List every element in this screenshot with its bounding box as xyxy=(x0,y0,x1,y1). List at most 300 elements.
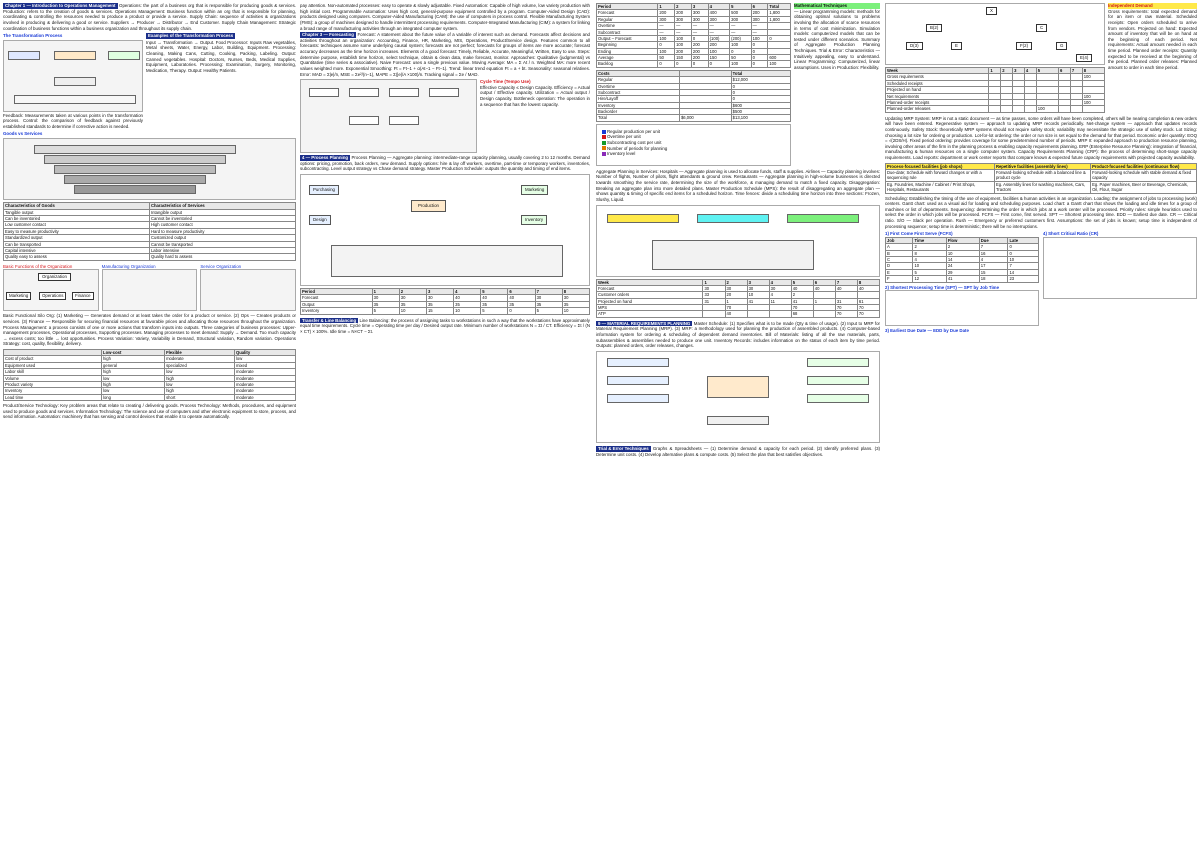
cell: 0 xyxy=(691,35,708,41)
cell: 100 xyxy=(675,42,692,48)
cell: 14 xyxy=(1008,269,1039,275)
cell: Capital intensive xyxy=(4,247,150,253)
cell: 24 xyxy=(946,263,979,269)
cell: 1 xyxy=(813,298,835,304)
cell: 1 xyxy=(725,298,747,304)
cell: $600 xyxy=(731,102,790,108)
cell: 33 xyxy=(703,292,725,298)
cell: Overtime xyxy=(597,23,658,29)
diag-node-marketing: Marketing xyxy=(521,185,548,195)
cell: 10 xyxy=(562,308,589,314)
cell: 7 xyxy=(835,279,857,285)
cell: 200 xyxy=(691,42,708,48)
cell: Forecast xyxy=(597,10,658,16)
cell: Flow xyxy=(946,237,979,243)
cell: 5 xyxy=(730,4,751,10)
cell: Forward-looking schedule with a balanced line & product cycle xyxy=(994,170,1090,182)
feedback-box xyxy=(54,77,96,86)
col1-bottom-text: Product/Service Technology: Key problem areas that relate to creating / delivering goods. Process Technology: Methods, procedures, and equipment used to produce goods and services. Information Technology: The science and use of computers and other electronic equipment to store, process, and send information. Automation: machinery that has sensing and control devices that enable it to operate automatically. xyxy=(3,403,296,420)
output-box xyxy=(108,51,140,60)
cell: Subcontract xyxy=(597,89,680,95)
strategy-table xyxy=(3,349,296,401)
diag-block-4 xyxy=(652,240,814,270)
mrp-header: 9 — MATERIAL REQUIREMENTS PLANNING xyxy=(598,320,691,326)
cell: 35 xyxy=(372,301,399,307)
cell: Due xyxy=(979,237,1008,243)
cell: D xyxy=(886,263,913,269)
cell: 70 xyxy=(835,305,857,311)
cell: — xyxy=(658,29,675,35)
cell: A xyxy=(886,244,913,250)
scheduling-text: Scheduling: Establishing the timing of the use of equipment, facilities & human activities in an organization. Loading: the assignment of jobs to processing (work) centers. Gantt chart: used as a visual aid for loading and scheduling purposes. Load chart: a Gantt chart that shows the loading and idle times for a group of machines or list of departments. Sequencing: determining the order in which jobs at a work center will be processed. Priority rules: simple heuristics used to select the order in which jobs will be processed. FCFS — First come, first served. SPT — Shortest processing time. EDD — Earliest due date. CR — Critical ratio. S/O — Slack per operation. Rush — Emergency or preferred customers first. Assumptions: the set of jobs is known; setup time is independent of processing sequence; setup time is deterministic; there will be no interruptions. xyxy=(885,195,1197,229)
mps-table xyxy=(596,279,880,318)
cell: 2 xyxy=(913,244,946,250)
cell: 1,800 xyxy=(768,16,791,22)
scope-text: Basic Functional Silo Org: (1) Marketing — Generates demand or at least takes the order for a product or service. (2) Ops — Creates products or services. (3) Finance — Responsible for securing financial resources at favorable prices and allocating those resources throughout the organization. Process Management: a process consists of one or more actions that transform inputs into outputs. Three categories of business processes: Upper-management processes, Operational processes, Supporting processes. Managing processes to meet demand: Supply → Demand. Too much capacity → excess costs; too little → lost opportunities. Process Variation: Variety, Variability in Demand, Structural variation, Random variation. Operations Strategy: cost, quality, flexibility, delivery. xyxy=(3,313,296,347)
cell: $500 xyxy=(731,109,790,115)
org-charts-row xyxy=(3,264,296,312)
facility-compare-table xyxy=(885,163,1197,194)
cell: 100 xyxy=(730,61,751,67)
cell: high xyxy=(102,369,165,375)
cell: Scheduled receipts xyxy=(886,80,989,86)
cell xyxy=(747,311,769,317)
transform-table-title: Examples of the Transformation Process xyxy=(148,33,234,39)
cell: Backlog xyxy=(597,61,658,67)
cell: Projected on hand xyxy=(597,298,703,304)
cell: Late xyxy=(1008,237,1039,243)
cell: 35 xyxy=(454,301,481,307)
cell: 40 xyxy=(835,285,857,291)
column-4 xyxy=(885,3,1197,846)
cell: Cannot be transported xyxy=(149,241,295,247)
cell: — xyxy=(730,29,751,35)
cell: — xyxy=(751,29,768,35)
cell: 10 xyxy=(1008,257,1039,263)
cell: general xyxy=(102,362,165,368)
cell: 0 xyxy=(1008,250,1039,256)
cell: 7 xyxy=(535,289,562,295)
cell: 100 xyxy=(751,35,768,41)
cell: 0 xyxy=(691,61,708,67)
table-row xyxy=(4,254,296,260)
math-techniques-header: Mathematical Techniques xyxy=(794,3,880,9)
cell: 40 xyxy=(725,311,747,317)
cell: Hard to measure productivity xyxy=(149,228,295,234)
legend-label: Subcontracting cost per unit xyxy=(607,140,662,145)
edd-header: 3) Earliest Due Date — EDD by Due Date xyxy=(885,328,969,334)
cell: 40 xyxy=(481,295,508,301)
cell: 0 xyxy=(751,42,768,48)
trial-error-header: Trial & Error Techniques xyxy=(598,445,649,451)
mrp-process-diagram xyxy=(596,351,880,443)
mrp-grid-table xyxy=(885,67,1105,113)
cell: 5 xyxy=(372,308,399,314)
cell: Eg. Paper machines, Beer or Beverage, Chemicals, Oil, Flour, Sugar xyxy=(1091,181,1197,193)
flow-node-2 xyxy=(349,88,379,97)
independent-demand-header: Independent Demand xyxy=(1108,3,1197,9)
job-body xyxy=(886,244,1039,282)
cell xyxy=(1024,106,1036,112)
cell: Forward-looking schedule with stable demand & fixed capacity xyxy=(1091,170,1197,182)
cell: Customer orders xyxy=(597,292,703,298)
cell: Hire/Layoff xyxy=(597,96,680,102)
cell: 30 xyxy=(535,295,562,301)
cell: 6 xyxy=(751,4,768,10)
legend-label: Regular production per unit xyxy=(607,128,660,134)
continuum-diagram xyxy=(3,138,296,200)
org-chart-basic xyxy=(3,264,99,312)
cell: 0 xyxy=(751,61,768,67)
mrp-output-2 xyxy=(807,376,869,385)
mrp-input-2 xyxy=(607,376,669,385)
continuum-bar-3 xyxy=(54,165,216,174)
org-node-finance: Finance xyxy=(72,292,94,300)
cell xyxy=(703,311,725,317)
cell: 10 xyxy=(399,308,426,314)
cell: 5 xyxy=(535,308,562,314)
cell: 41 xyxy=(791,298,813,304)
cell: (200) xyxy=(730,35,751,41)
cell: 1 xyxy=(658,4,675,10)
cell: 150 xyxy=(708,55,729,61)
capacity-title: Cycle Time (Tempo Use) xyxy=(480,79,531,85)
cell: Repetitive facilities (assembly lines) xyxy=(994,163,1090,169)
continuum-bar-1 xyxy=(34,145,236,154)
cell: 30 xyxy=(747,285,769,291)
costs-table xyxy=(596,70,791,122)
cell: 100 xyxy=(658,48,675,54)
diag-block-2 xyxy=(697,214,769,223)
cell: Period xyxy=(301,289,373,295)
legend-swatch xyxy=(602,130,606,134)
cell: 14 xyxy=(946,257,979,263)
cell: Output – Forecast xyxy=(597,35,658,41)
cell: 7 xyxy=(979,244,1008,250)
cell: 100 xyxy=(768,61,791,67)
continuum-bar-2 xyxy=(44,155,226,164)
cell: 4 xyxy=(979,257,1008,263)
cell: 4 xyxy=(708,4,729,10)
cell: Gross requirements xyxy=(886,74,989,80)
org-chart-manufacturing xyxy=(102,264,198,312)
org-chart-figure xyxy=(3,269,99,311)
cell: C xyxy=(886,257,913,263)
cell: 200 xyxy=(751,10,768,16)
cell: 0 xyxy=(731,83,790,89)
cell: B xyxy=(886,250,913,256)
cell: Flexible xyxy=(165,350,235,356)
cell: 3 xyxy=(1013,68,1025,74)
cell: Customized output xyxy=(149,235,295,241)
cell: high xyxy=(102,356,165,362)
services-planning-text: Aggregate Planning in Services: Hospitals — Aggregate planning is used to allocate funds, staff & supplies. Airlines — Capacity planning involves: Number of flights, Number of pilots, flight attendants & ground crew. Restaurants — Aggregate planning in high-volume businesses is directed towards smoothing the service rate, determining the size of the workforce, & managing demand to match a fixed capacity. Disaggregation: Breaking an aggregate plan into more detailed plans. Master Production Schedule (MPS): the result of disaggregating an aggregate plan — shows quantity & timing of specific end items for a scheduled horizon. Time fences: divide a scheduling time horizon into three sections: Frozen, Slushy, Liquid. xyxy=(596,168,880,202)
cell: 70 xyxy=(857,305,879,311)
cell: 8 xyxy=(562,289,589,295)
cell: 2 xyxy=(946,244,979,250)
cell: 0 xyxy=(658,61,675,67)
mrp-processor xyxy=(707,376,769,398)
cell: 0 xyxy=(731,96,790,102)
cell: Job xyxy=(886,237,913,243)
cell: Low customer contact xyxy=(4,222,150,228)
cell: Equipment used xyxy=(4,362,102,368)
cell: Cannot be inventoried xyxy=(149,216,295,222)
cell: Labor intensive xyxy=(149,247,295,253)
table-row xyxy=(886,276,1039,282)
cell: — xyxy=(675,23,692,29)
legend-swatch xyxy=(602,146,606,150)
input-box xyxy=(8,51,40,60)
cell: 29 xyxy=(946,269,979,275)
forecast-header: Chapter 3 — Forecasting xyxy=(302,32,354,38)
cell: 1 xyxy=(372,289,399,295)
cell: 0 xyxy=(508,308,535,314)
cell: — xyxy=(675,29,692,35)
cell: $6,000 xyxy=(679,115,731,121)
cell: 300 xyxy=(658,16,675,22)
cell: 2 xyxy=(725,279,747,285)
cr-header: 4) Short Critical Ratio (CR) xyxy=(1043,231,1099,237)
tree-node-b: B(2) xyxy=(926,24,942,32)
diag-node-production: Production xyxy=(411,200,446,212)
cell: Net requirements xyxy=(886,93,989,99)
cell: — xyxy=(691,29,708,35)
cell: Product-focused facilities (continuous flow) xyxy=(1091,163,1197,169)
cell: 0 xyxy=(731,89,790,95)
spt-figure xyxy=(885,290,1039,326)
cell xyxy=(1082,106,1104,112)
table-row xyxy=(301,308,590,314)
cell: 200 xyxy=(708,42,729,48)
flow-node-4 xyxy=(429,88,459,97)
cell: Eg. Foundries, Machine / Cabinet / Print Shops, Hospitals, Restaurants xyxy=(886,181,995,193)
cell: Forecast xyxy=(597,285,703,291)
cell: 600 xyxy=(768,55,791,61)
cell: 70 xyxy=(725,305,747,311)
cell: 10 xyxy=(913,263,946,269)
cell: 100 xyxy=(708,48,729,54)
cell: 1 xyxy=(989,68,1001,74)
cell: 40 xyxy=(508,295,535,301)
cell: 70 xyxy=(857,311,879,317)
cell: 200 xyxy=(675,10,692,16)
cell: Standardized output xyxy=(4,235,150,241)
cell: Process-focused facilities (job shops) xyxy=(886,163,995,169)
cell: $13,100 xyxy=(731,115,790,121)
cell: 6 xyxy=(813,279,835,285)
cell: low xyxy=(234,356,295,362)
mrp-input-3 xyxy=(607,394,669,403)
layout-header: 4 — Process Planning xyxy=(302,155,349,161)
cell: 0 xyxy=(751,48,768,54)
cell: 100 xyxy=(675,35,692,41)
cell: Beginning xyxy=(597,42,658,48)
fcfs-header: 1) First Come First Serve (FCFS) xyxy=(885,231,953,237)
cell: 16 xyxy=(979,250,1008,256)
org-top-node: Organization xyxy=(38,273,71,281)
cell: 30 xyxy=(372,295,399,301)
cell: Forecast xyxy=(301,295,373,301)
table-row xyxy=(597,311,880,317)
flow-node-6 xyxy=(389,116,419,125)
cell: Time xyxy=(913,237,946,243)
mrp-input-1 xyxy=(607,358,669,367)
legend-swatch xyxy=(602,135,606,139)
cell: Volume xyxy=(4,375,102,381)
cell: 41 xyxy=(946,276,979,282)
cell: 5 xyxy=(481,289,508,295)
tree-node-f: F(2) xyxy=(1016,42,1032,50)
cell: 2 xyxy=(399,289,426,295)
cell: 5 xyxy=(481,308,508,314)
goods-services-header: Goods vs Services xyxy=(3,130,43,136)
cell: 300 xyxy=(751,16,768,22)
cell: Total xyxy=(597,115,680,121)
cell: Lead time xyxy=(4,394,102,400)
cell: 35 xyxy=(562,301,589,307)
cell: 70 xyxy=(835,311,857,317)
cell: Product variety xyxy=(4,381,102,387)
cell: 2 xyxy=(1001,68,1013,74)
cell: Costs xyxy=(597,70,680,76)
cell: Output xyxy=(301,301,373,307)
col1-top-header: Chapter 1 — Introduction to Operations Management xyxy=(5,3,116,8)
cell: high xyxy=(165,375,235,381)
cell: 400 xyxy=(708,10,729,16)
mrp-grid-body xyxy=(886,74,1105,112)
cell: 30 xyxy=(426,295,453,301)
transfer-header: Transfer & Line Balancing xyxy=(302,317,357,323)
diag-node-design: Design xyxy=(309,215,331,225)
cell: Week xyxy=(886,68,989,74)
cell xyxy=(989,106,1001,112)
cell: moderate xyxy=(234,394,295,400)
cell: Overtime xyxy=(597,83,680,89)
chart-legend xyxy=(601,129,667,157)
cell: 1,800 xyxy=(768,10,791,16)
continuum-bar-5 xyxy=(74,185,196,194)
cell: mixed xyxy=(234,362,295,368)
legend-label: Overtime per unit xyxy=(607,134,641,140)
process-flow-diagram xyxy=(300,79,477,153)
transform-diagram xyxy=(3,40,143,112)
cell: Week xyxy=(597,279,703,285)
cell: 5 xyxy=(913,269,946,275)
capacity-text: Effective Capacity ≤ Design Capacity. Efficiency = Actual output / Effective capacity. Utilization = Actual output / Design capacity. Bottleneck operation: The operation in a sequence that has the lowest capacity. xyxy=(480,84,590,107)
tree-node-e: E xyxy=(951,42,962,50)
cell: 2 xyxy=(791,292,813,298)
disaggregation-diagram xyxy=(596,205,880,277)
cell: 100 xyxy=(1082,99,1104,105)
manufacturing-figure xyxy=(102,269,198,311)
cell: 30 xyxy=(703,285,725,291)
cell: 41 xyxy=(747,298,769,304)
cell: 10 xyxy=(454,308,481,314)
column-1 xyxy=(3,3,296,846)
legend-swatch xyxy=(602,152,606,156)
cell: 5 xyxy=(791,279,813,285)
cell: 6 xyxy=(1058,68,1070,74)
cell: 100 xyxy=(1036,106,1058,112)
cell: $12,000 xyxy=(731,77,790,83)
tree-node-g: G xyxy=(1056,42,1067,50)
cell: 0 xyxy=(751,55,768,61)
cell: Period xyxy=(597,4,658,10)
cell: 300 xyxy=(708,16,729,22)
trial-error-text: Graphs & Spreadsheets — (1) Determine demand & capacity for each period. (2) Identify preferred plans. (3) Determine unit costs. (4) Develop alternative plans & compute costs. (5) Select the plan that best satisfies objectives. xyxy=(596,445,880,457)
cell: 1 xyxy=(703,279,725,285)
cell: Tangible output xyxy=(4,209,150,215)
column-2 xyxy=(300,3,590,846)
org-node-operations: Operations xyxy=(39,292,66,300)
costs-body xyxy=(597,77,791,122)
cell: Due-date; Schedule with forward changes or with a sequencing rule xyxy=(886,170,995,182)
transform-examples-text: Input → Transformation → Output. Food Processor: Inputs Raw vegetables, Metal sheets, Water, Energy, Labor, Building, Equipment. Processing: Cleaning, Making Cans, Cutting, Cooking, Packing, Labeling. Output: Canned vegetables. Hospital: Doctors, Nurses, Beds, Medical Supplies, Equipment, Laboratories. Processing: Examination, Surgery, Monitoring, Medication, Therapy. Output: Healthy Patients. xyxy=(146,39,296,73)
cell: 40 xyxy=(813,285,835,291)
col2-top-text: pay attention. Non-automated processes: easy to operate & slowly adjustable. Fixed Automation: Capable of high volume, low variety production with high initial cost. Programmable Automation: Uses high cost, general-purpose equipment controlled by a program. Computer-Aided Design (CAD): products designed using computers. Computer-Aided Manufacturing (CAM): the use of computers in process control. Flexible Manufacturing System (FMS): a group of machines designed to handle intermittent processing requirements. Computer-Integrated Manufacturing (CIM): a system for linking a broad range of manufacturing activities through an integrated computer system. xyxy=(300,3,590,31)
cell: long xyxy=(102,394,165,400)
cell: 0 xyxy=(768,35,791,41)
org-node-marketing: Marketing xyxy=(6,292,31,300)
transform-header: The Transformation Process xyxy=(3,33,63,39)
cell: 31 xyxy=(703,298,725,304)
cell: 6 xyxy=(508,289,535,295)
legend-item xyxy=(601,151,667,157)
transform-box xyxy=(54,51,96,60)
cell: 12 xyxy=(913,276,946,282)
aggregate-plan-section xyxy=(596,3,880,166)
cell: 2 xyxy=(675,4,692,10)
cell: Regular xyxy=(597,16,658,22)
cell: — xyxy=(691,23,708,29)
cell: 50 xyxy=(730,55,751,61)
cell: 5 xyxy=(1036,68,1058,74)
cell: 18 xyxy=(979,276,1008,282)
cell: 8 xyxy=(913,250,946,256)
cell: 150 xyxy=(675,55,692,61)
cell: 8 xyxy=(1082,68,1104,74)
cell xyxy=(813,311,835,317)
table-row xyxy=(4,394,296,400)
layout-text: Process Planning — Aggregate planning: intermediate-range capacity planning, usually covering 2 to 12 months. Demand options: pricing, promotion, back orders, new demand. Supply options: hire & lay off workers, overtime, part-time or temporary workers, inventories, subcontracting. Level output strategy vs Chase demand strategy. Master Production Schedule: outputs the quantity and timing of end items. xyxy=(300,155,590,172)
cell: Low-cost xyxy=(102,350,165,356)
cr-figure xyxy=(1043,237,1197,299)
forecast-text: Forecast: A statement about the future value of a variable of interest such as demand. Forecasts affect decisions and activities throughout an organization: Accounting, Finance, HR, Marketing, MIS, Operations, Product/Service design. Features common to all forecasts: techniques assume some underlying causal system; forecasts are not perfect; forecasts for groups of items are more accurate; forecast accuracy decreases as the time horizon increases. Elements of a good forecast: Timely, Reliable, Accurate, Meaningful, Written, Easy to use. Steps: determine purpose, establish time horizon, select technique, obtain & clean data, make forecast, monitor. Approaches: Qualitative (judgmental) vs Quantitative (time series & associative). Naive Forecast: uses a single previous value. Moving Average: MA = Σ At / n. Weighted MA: more recent values weighted more. Exponential Smoothing: Ft = Ft−1 + α(At−1 − Ft−1). Trend: linear trend equation Ft = a + bt. Seasonality: seasonal relatives. Error: MAD = Σ|e|/n, MSE = Σe²/(n−1), MAPE = Σ(|e|/A ×100)/n. Tracking signal = Σe / MAD. xyxy=(300,32,590,77)
mrp-output-3 xyxy=(807,394,869,403)
cell xyxy=(1070,106,1082,112)
org-header-3: Service Organization xyxy=(200,263,242,269)
cell: Quality xyxy=(234,350,295,356)
flow-node-3 xyxy=(389,88,419,97)
cell: (100) xyxy=(708,35,729,41)
continuum-bar-4 xyxy=(64,175,206,184)
cell: Backorder xyxy=(597,109,680,115)
legend-label: Number of periods for planning xyxy=(607,145,668,151)
cell: 100 xyxy=(658,35,675,41)
org-header-1: Basic Functions of the Organization xyxy=(3,263,73,269)
cell: 30 xyxy=(725,285,747,291)
table-row xyxy=(597,61,791,67)
cell: — xyxy=(751,23,768,29)
cell: Cost of product xyxy=(4,356,102,362)
col1-top-paragraph xyxy=(3,3,296,31)
table-row xyxy=(886,106,1105,112)
capacity-section xyxy=(300,79,590,153)
cell: 10 xyxy=(747,292,769,298)
char-header-right: Characteristics of Services xyxy=(149,203,295,209)
cell: Intangible output xyxy=(149,209,295,215)
